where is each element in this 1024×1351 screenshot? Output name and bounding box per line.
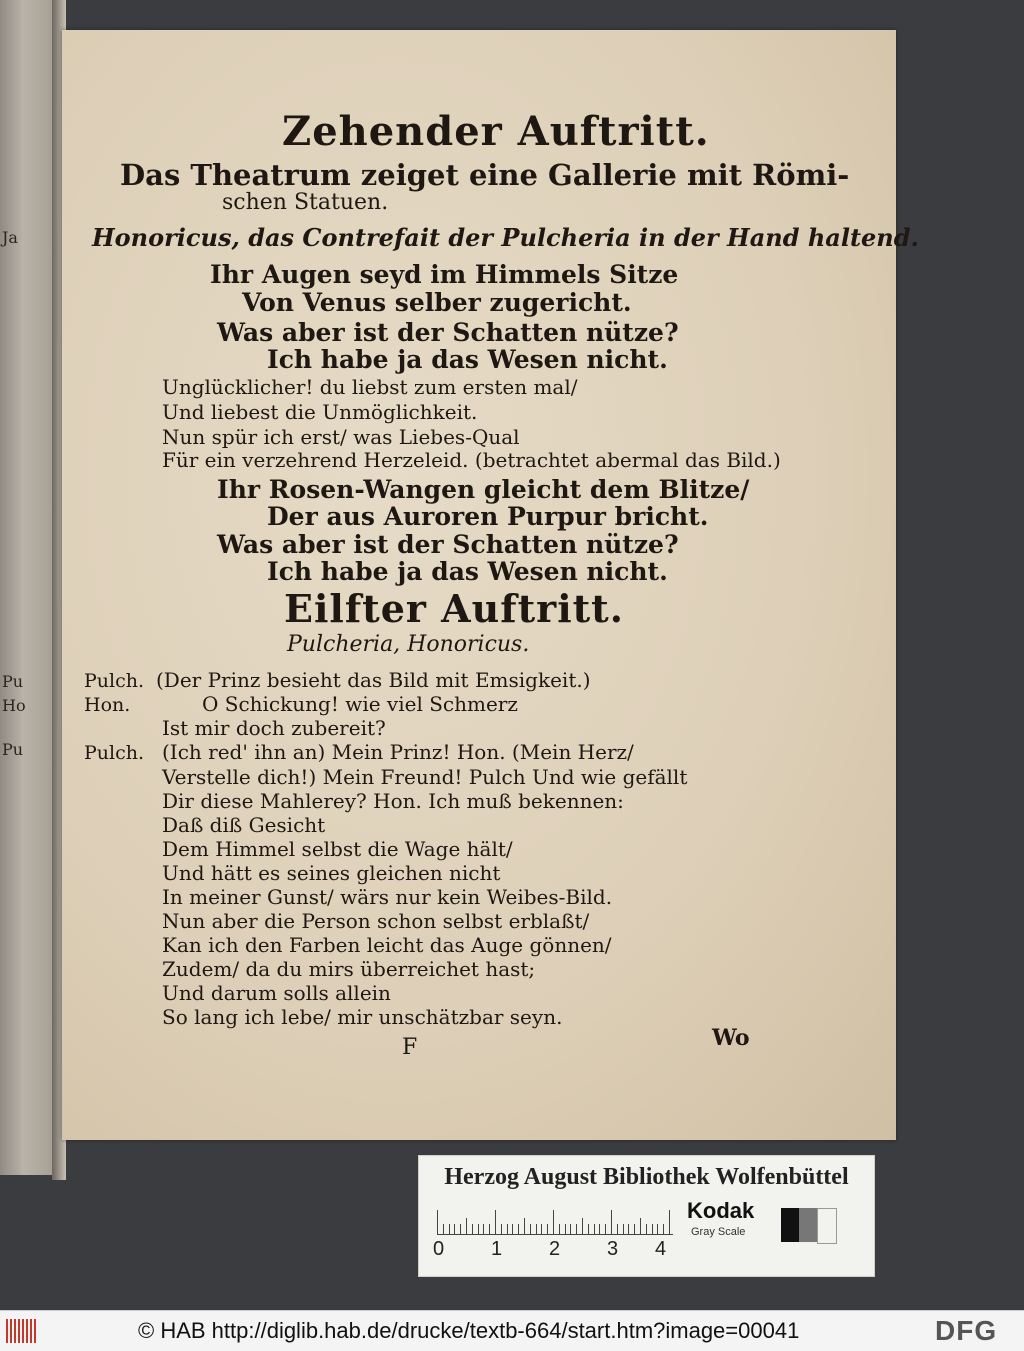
ruler-tick	[454, 1224, 455, 1234]
ruler-tick	[646, 1224, 647, 1234]
ruler-tick	[570, 1224, 571, 1234]
gray-swatch-white	[817, 1208, 837, 1244]
ruler-tick	[663, 1224, 664, 1234]
left-page-fragment: Pu	[2, 740, 24, 759]
copyright-link[interactable]: © HAB http://diglib.hab.de/drucke/textb-664/start.htm?image=00041	[138, 1318, 800, 1343]
dialogue-line: (Ich red' ihn an) Mein Prinz! Hon. (Mein Herz/	[162, 740, 634, 764]
verse-line: Ich habe ja das Wesen nicht.	[267, 345, 668, 374]
ruler-tick	[657, 1224, 658, 1234]
scene-description-line-2: schen Statuen.	[222, 190, 389, 215]
scene-description-line-1: Das Theatrum zeiget eine Gallerie mit Römi-	[120, 158, 850, 192]
verse-line: Was aber ist der Schatten nütze?	[217, 318, 679, 347]
library-name: Herzog August Bibliothek Wolfenbüttel	[444, 1164, 849, 1190]
ruler-tick	[553, 1210, 554, 1234]
left-page-fragment: Pu	[2, 672, 24, 691]
dialogue-line: Nun aber die Person schon selbst erblaßt/	[162, 909, 590, 933]
ruler-tick	[599, 1224, 600, 1234]
scale-ruler	[437, 1208, 673, 1235]
verse-line: Ihr Augen seyd im Himmels Sitze	[210, 260, 679, 289]
ruler-tick	[565, 1224, 566, 1234]
scene-heading: Zehender Auftritt.	[282, 108, 710, 155]
ruler-tick	[443, 1224, 444, 1234]
dialogue-line: Zudem/ da du mirs überreichet hast;	[162, 957, 536, 981]
ruler-tick	[483, 1224, 484, 1234]
barcode-icon	[6, 1319, 36, 1343]
ruler-tick	[605, 1224, 606, 1234]
dialogue-line: Dem Himmel selbst die Wage hält/	[162, 837, 513, 861]
ruler-tick	[547, 1224, 548, 1234]
ruler-tick	[472, 1224, 473, 1234]
ruler-tick	[495, 1210, 496, 1234]
ruler-tick	[617, 1224, 618, 1234]
ruler-tick	[582, 1218, 583, 1234]
ruler-number: 1	[491, 1238, 503, 1260]
ruler-number: 3	[607, 1238, 619, 1260]
dialogue-line: In meiner Gunst/ wärs nur kein Weibes-Bild.	[162, 885, 613, 909]
dialogue-line: Daß diß Gesicht	[162, 813, 326, 837]
ruler-tick	[588, 1224, 589, 1234]
verse-line: Was aber ist der Schatten nütze?	[217, 530, 679, 559]
ruler-tick	[466, 1218, 467, 1234]
left-page-edge	[0, 0, 58, 1175]
dialogue-line: Ist mir doch zubereit?	[162, 716, 386, 740]
dialogue-line: O Schickung! wie viel Schmerz	[202, 692, 518, 716]
signature-mark: F	[402, 1035, 418, 1060]
speaker-label: Pulch.	[84, 670, 145, 692]
ruler-tick	[507, 1224, 508, 1234]
gray-swatch-black	[781, 1208, 799, 1242]
left-page-fragment: Ja	[2, 228, 18, 247]
verse-line: Unglücklicher! du liebst zum ersten mal/	[162, 375, 578, 399]
book-page	[62, 30, 919, 1140]
dialogue-line: Dir diese Mahlerey? Hon. Ich muß bekennen:	[162, 789, 624, 813]
dfg-logo: DFG	[935, 1315, 998, 1346]
dialogue-line: So lang ich lebe/ mir unschätzbar seyn.	[162, 1005, 563, 1029]
ruler-number: 0	[433, 1238, 445, 1260]
ruler-tick	[512, 1224, 513, 1234]
ruler-tick	[501, 1224, 502, 1234]
ruler-tick	[640, 1218, 641, 1234]
ruler-tick	[536, 1224, 537, 1234]
verse-line: Der aus Auroren Purpur bricht.	[267, 502, 709, 531]
ruler-tick	[478, 1224, 479, 1234]
scene-heading-2: Eilfter Auftritt.	[284, 586, 624, 631]
dialogue-line: Kan ich den Farben leicht das Auge gönnen/	[162, 933, 612, 957]
catchword: Wo	[712, 1025, 750, 1051]
ruler-number: 2	[549, 1238, 561, 1260]
ruler-tick	[541, 1224, 542, 1234]
ruler-tick	[489, 1224, 490, 1234]
ruler-tick	[559, 1224, 560, 1234]
verse-line: Nun spür ich erst/ was Liebes-Qual	[162, 425, 520, 449]
left-page-fragment: Ho	[2, 696, 26, 715]
library-color-card	[418, 1155, 875, 1277]
gray-swatch-mid	[799, 1208, 817, 1242]
dialogue-line: Und hätt es seines gleichen nicht	[162, 861, 501, 885]
kodak-logo: Kodak	[687, 1198, 755, 1223]
ruler-tick	[634, 1224, 635, 1234]
ruler-tick	[611, 1210, 612, 1234]
ruler-tick	[530, 1224, 531, 1234]
verse-line: Und liebest die Unmöglichkeit.	[162, 400, 478, 424]
verse-line: Ihr Rosen-Wangen gleicht dem Blitze/	[217, 475, 750, 504]
ruler-tick	[524, 1218, 525, 1234]
footer-bar	[0, 1310, 1024, 1351]
ruler-tick	[460, 1224, 461, 1234]
verse-line: Für ein verzehrend Herzeleid. (betrachtet abermal das Bild.)	[162, 448, 781, 472]
ruler-tick	[652, 1224, 653, 1234]
ruler-tick	[437, 1210, 438, 1234]
dialogue-line: Und darum solls allein	[162, 981, 391, 1005]
ruler-tick	[576, 1224, 577, 1234]
speaker-label: Hon.	[84, 694, 131, 716]
cast-list: Pulcheria, Honoricus.	[287, 632, 530, 657]
dialogue-line: Verstelle dich!) Mein Freund! Pulch Und wie gefällt	[162, 765, 688, 789]
ruler-tick	[594, 1224, 595, 1234]
verse-line: Von Venus selber zugericht.	[242, 288, 632, 317]
speaker-label: Pulch.	[84, 742, 145, 764]
ruler-tick	[628, 1224, 629, 1234]
stage-direction: Honoricus, das Contrefait der Pulcheria in der Hand haltend.	[92, 223, 919, 252]
gray-scale-label: Gray Scale	[691, 1226, 746, 1238]
dialogue-line: (Der Prinz besieht das Bild mit Emsigkeit.)	[156, 668, 591, 692]
verse-line: Ich habe ja das Wesen nicht.	[267, 557, 668, 586]
ruler-tick	[669, 1210, 670, 1234]
ruler-tick	[449, 1224, 450, 1234]
ruler-tick	[623, 1224, 624, 1234]
ruler-tick	[518, 1224, 519, 1234]
ruler-number: 4	[655, 1238, 667, 1260]
